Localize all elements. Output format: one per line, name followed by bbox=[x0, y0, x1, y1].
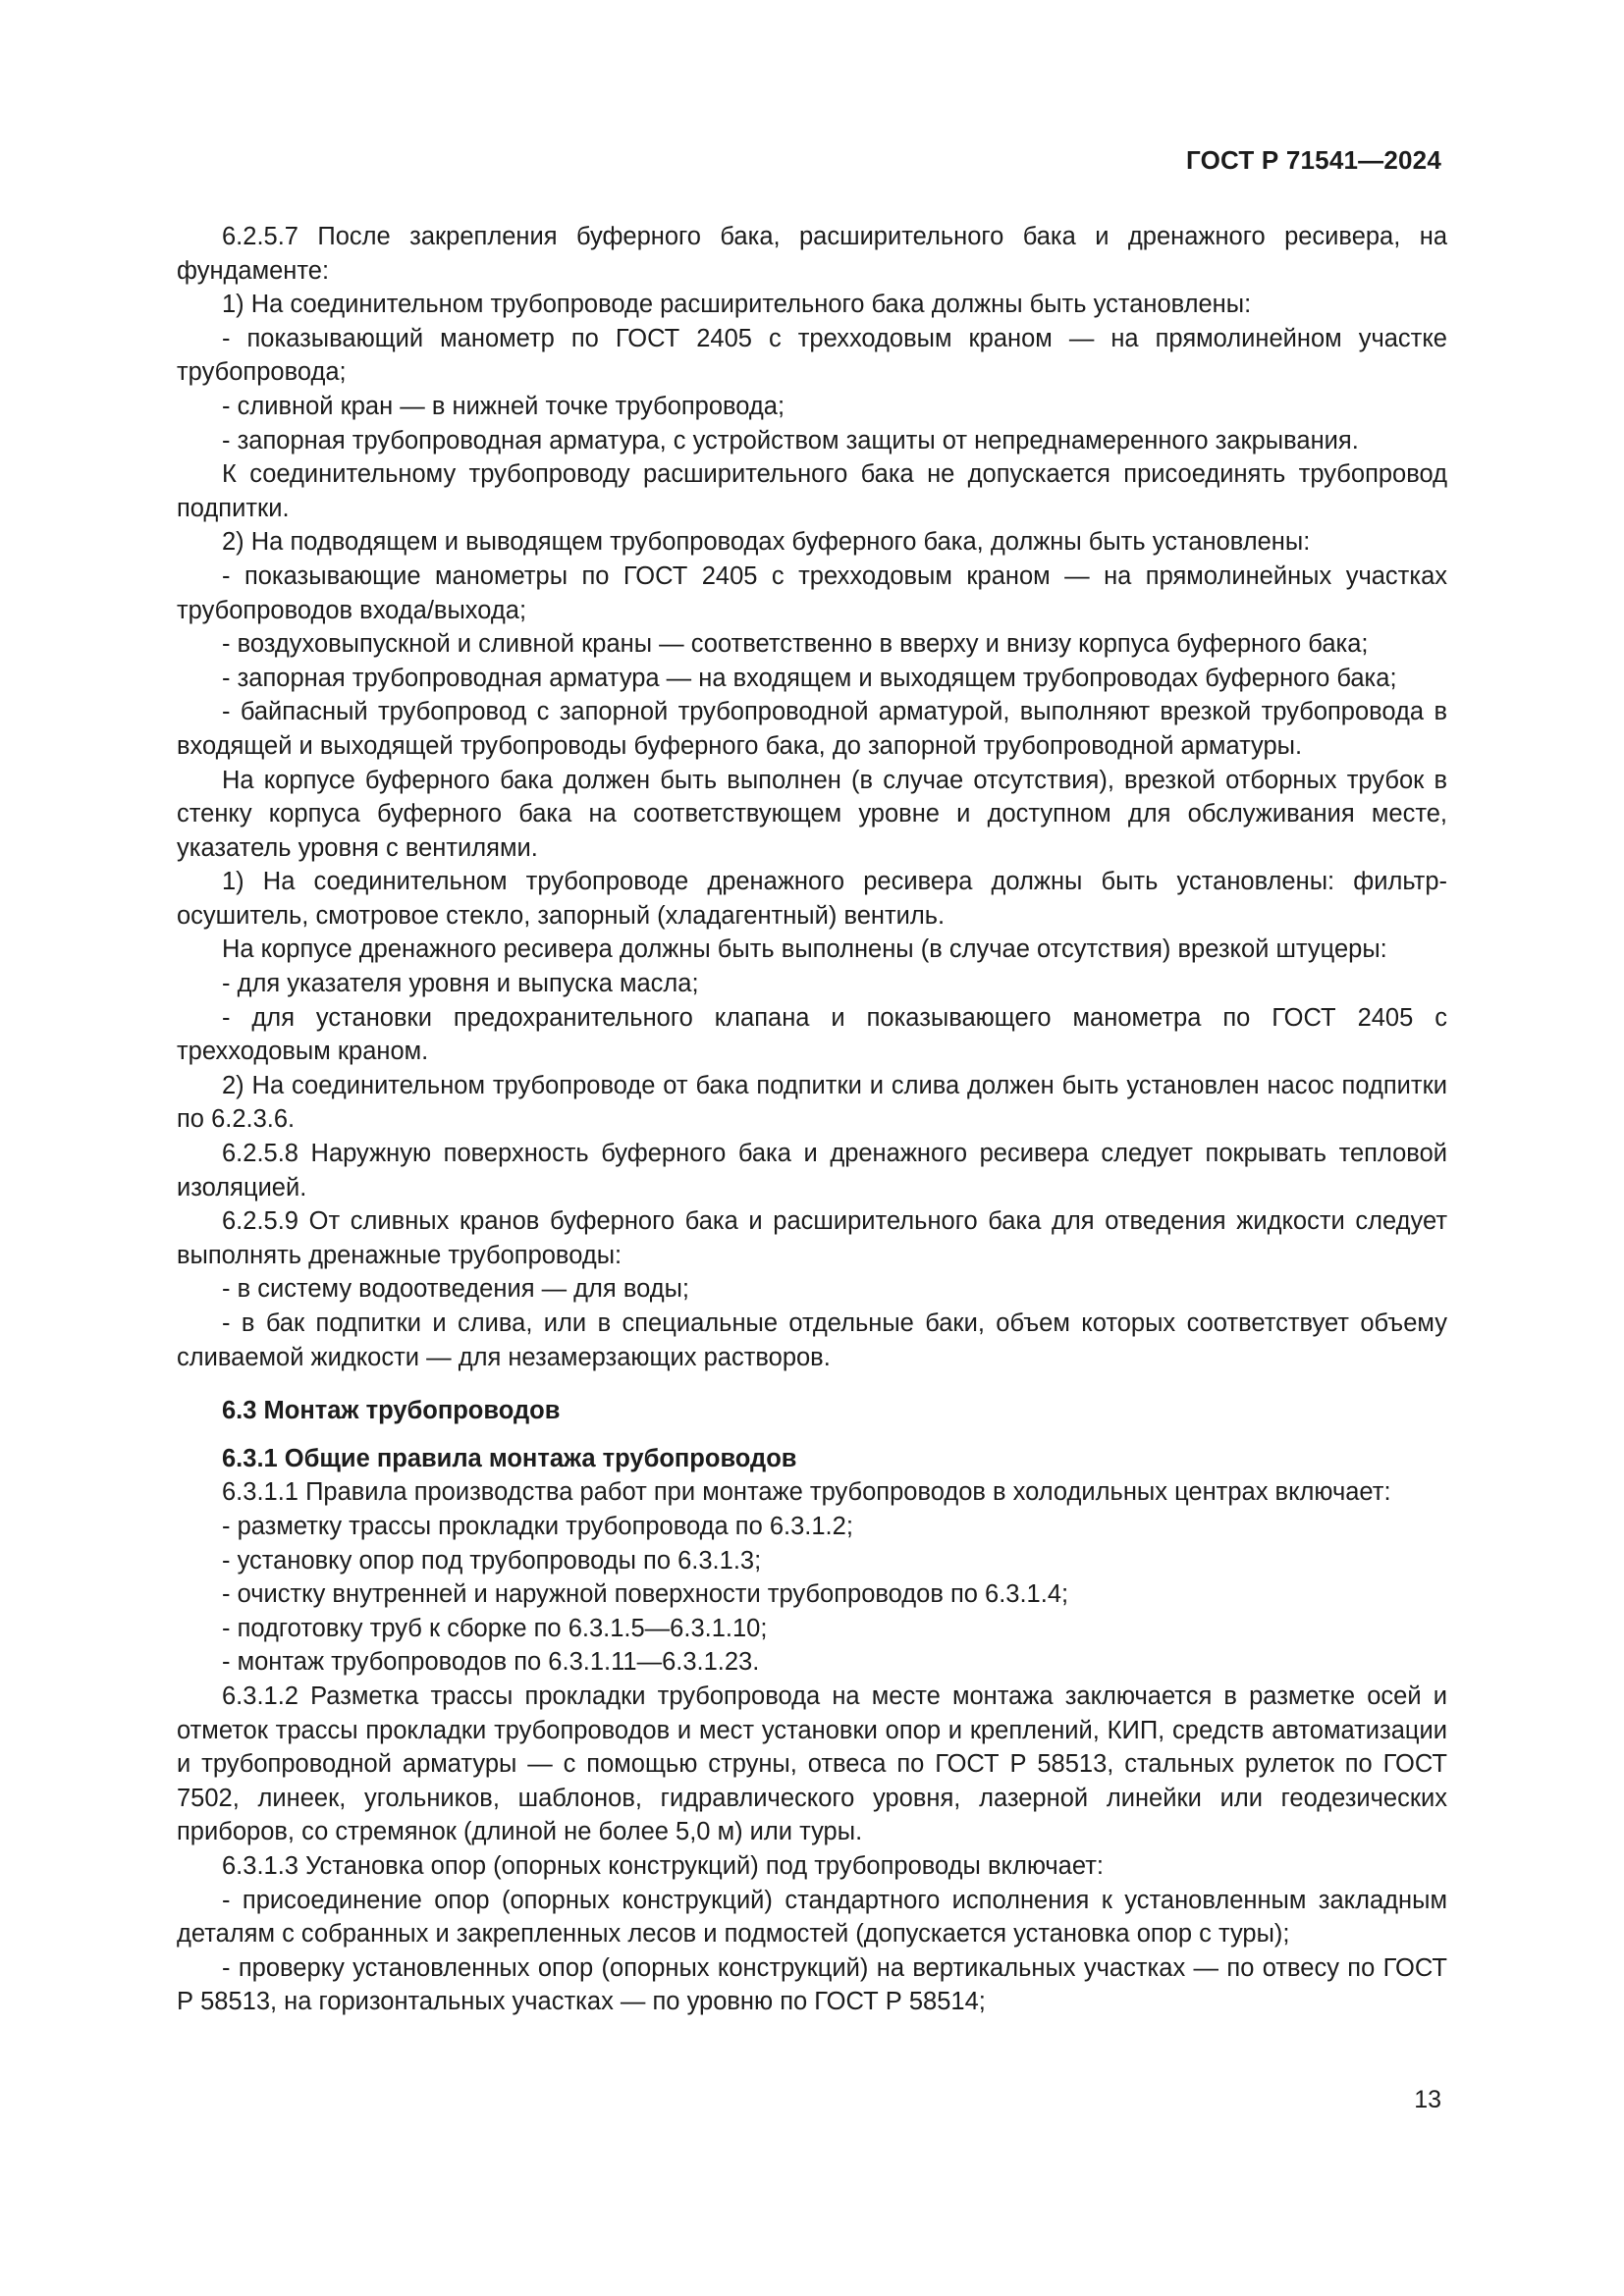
page-number: 13 bbox=[1414, 2086, 1441, 2113]
paragraph: На корпусе буферного бака должен быть выполнен (в случае отсутствия), врезкой отборных трубок в стенку корпуса буферного бака на соответствующем уровне и доступном для обслуживания месте, указатель уровня с вентилями. bbox=[177, 766, 1447, 862]
paragraph: 6.2.5.8 Наружную поверхность буферного бака и дренажного ресивера следует покрывать тепловой изоляцией. bbox=[177, 1140, 1447, 1201]
list-item: - для указателя уровня и выпуска масла; bbox=[222, 970, 699, 998]
list-item: - для установки предохранительного клапана и показывающего манометра по ГОСТ 2405 с трехходовым краном. bbox=[177, 1003, 1447, 1066]
list-item: - очистку внутренней и наружной поверхности трубопроводов по 6.3.1.4; bbox=[222, 1580, 1069, 1609]
paragraph: 6.3.1.1 Правила производства работ при монтаже трубопроводов в холодильных центрах включает: bbox=[222, 1478, 1391, 1507]
list-item: - показывающие манометры по ГОСТ 2405 с трехходовым краном — на прямолинейных участках трубопроводов входа/выхода; bbox=[177, 561, 1447, 624]
subsection-heading-6-3-1: 6.3.1 Общие правила монтажа трубопроводов bbox=[222, 1444, 797, 1472]
document-header-id: ГОСТ Р 71541—2024 bbox=[1186, 145, 1441, 175]
list-item: - сливной кран — в нижней точке трубопровода; bbox=[222, 392, 785, 420]
list-item: - байпасный трубопровод с запорной трубопроводной арматурой, выполняют врезкой трубопровода в входящей и выходящей трубопроводы буферного бака, до запорной трубопроводной арматуры. bbox=[177, 698, 1447, 760]
paragraph: 6.2.5.9 От сливных кранов буферного бака и расширительного бака для отведения жидкости следует выполнять дренажные трубопроводы: bbox=[177, 1207, 1447, 1269]
list-item: - запорная трубопроводная арматура — на входящем и выходящем трубопроводах буферного бака; bbox=[222, 664, 1397, 692]
paragraph: 6.3.1.2 Разметка трассы прокладки трубопровода на месте монтажа заключается в разметке осей и отметок трассы прокладки трубопроводов и мест установки опор и креплений, КИП, средств автоматизации и трубопроводной арматуры — с помощью струны, отвеса по ГОСТ Р 58513, стальных рулеток по ГОСТ 7502, линеек, угольников, шаблонов, гидравлического уровня, лазерной линейки или геодезических приборов, со стремянок (длиной не более 5,0 м) или туры. bbox=[177, 1682, 1447, 1846]
list-item: - присоединение опор (опорных конструкций) стандартного исполнения к установленным закладным деталям с собранных и закрепленных лесов и подмостей (допускается установка опор с туры); bbox=[177, 1886, 1447, 1949]
list-item: - в систему водоотведения — для воды; bbox=[222, 1275, 689, 1304]
document-body bbox=[177, 220, 1447, 2019]
paragraph: 1) На соединительном трубопроводе расширительного бака должны быть установлены: bbox=[222, 291, 1252, 319]
section-heading-6-3: 6.3 Монтаж трубопроводов bbox=[222, 1397, 561, 1425]
paragraph: 6.2.5.7 После закрепления буферного бака, расширительного бака и дренажного ресивера, на фундаменте: bbox=[177, 223, 1447, 285]
list-item: - запорная трубопроводная арматура, с устройством защиты от непреднамеренного закрывания. bbox=[222, 426, 1359, 454]
paragraph: 2) На соединительном трубопроводе от бака подпитки и слива должен быть установлен насос подпитки по 6.2.3.6. bbox=[177, 1071, 1447, 1134]
list-item: - подготовку труб к сборке по 6.3.1.5—6.3.1.10; bbox=[222, 1614, 768, 1642]
paragraph: На корпусе дренажного ресивера должны быть выполнены (в случае отсутствия) врезкой штуцеры: bbox=[222, 935, 1387, 964]
paragraph: 1) На соединительном трубопроводе дренажного ресивера должны быть установлены: фильтр-осушитель, смотровое стекло, запорный (хладагентный) вентиль. bbox=[177, 868, 1447, 930]
list-item: - монтаж трубопроводов по 6.3.1.11—6.3.1.23. bbox=[222, 1648, 760, 1677]
list-item: - разметку трассы прокладки трубопровода по 6.3.1.2; bbox=[222, 1512, 853, 1540]
list-item: - показывающий манометр по ГОСТ 2405 с трехходовым краном — на прямолинейном участке трубопровода; bbox=[177, 324, 1447, 387]
list-item: - установку опор под трубопроводы по 6.3.1.3; bbox=[222, 1546, 762, 1575]
paragraph: 2) На подводящем и выводящем трубопроводах буферного бака, должны быть установлены: bbox=[222, 528, 1311, 557]
paragraph: 6.3.1.3 Установка опор (опорных конструкций) под трубопроводы включает: bbox=[222, 1851, 1104, 1880]
list-item: - воздуховыпускной и сливной краны — соответственно в вверху и внизу корпуса буферного бака; bbox=[222, 630, 1369, 659]
paragraph: К соединительному трубопроводу расширительного бака не допускается присоединять трубопровод подпитки. bbox=[177, 460, 1447, 522]
list-item: - в бак подпитки и слива, или в специальные отдельные баки, объем которых соответствует объему сливаемой жидкости — для незамерзающих растворов. bbox=[177, 1309, 1447, 1371]
list-item: - проверку установленных опор (опорных конструкций) на вертикальных участках — по отвесу по ГОСТ Р 58513, на горизонтальных участках — по уровню по ГОСТ Р 58514; bbox=[177, 1953, 1447, 2016]
